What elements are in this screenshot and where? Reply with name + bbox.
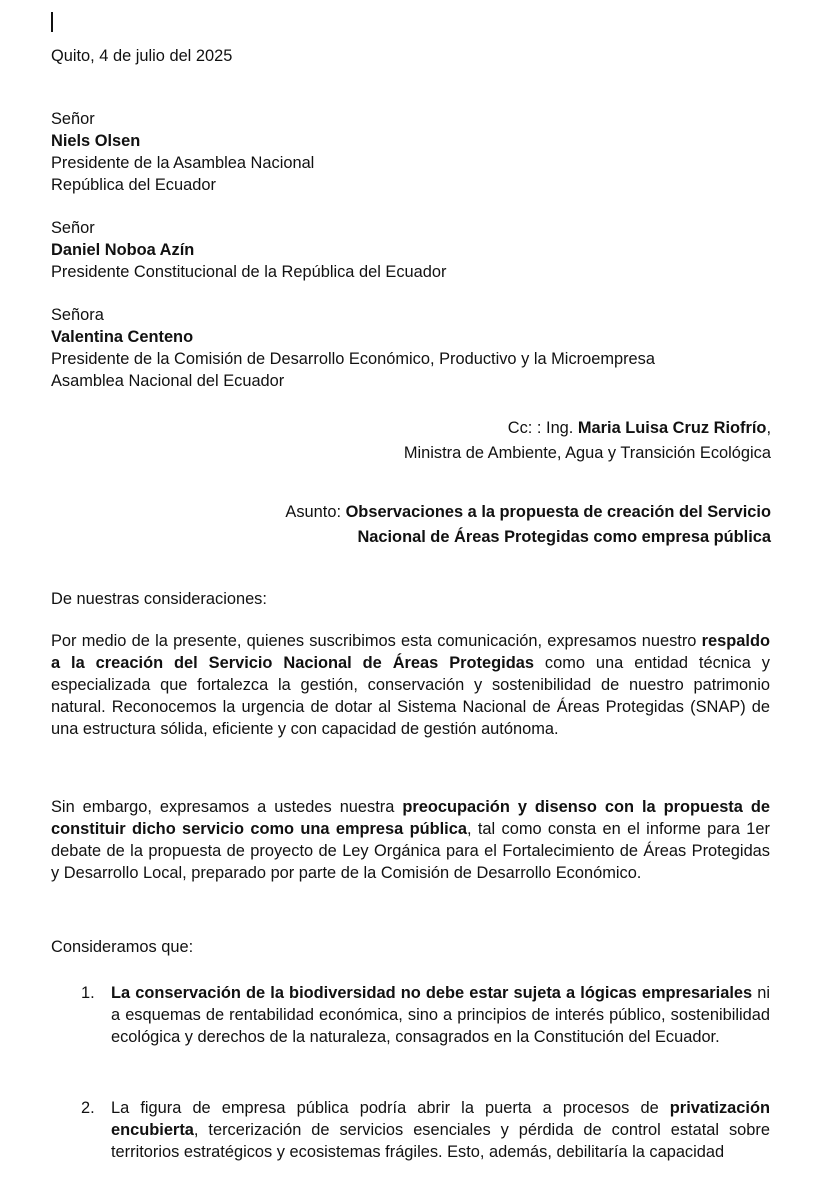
recipient-2 <box>51 217 446 283</box>
list-item-number: 2. <box>81 1099 95 1117</box>
list-item-rest: , tercerización de servicios esenciales y pérdida de control estatal sobre territorios estratégicos y ecosistemas frágiles. Esto, además, debilitaría la capacidad <box>111 1121 770 1161</box>
cc-prefix: Cc: : Ing. <box>507 419 578 437</box>
recipient-salutation: Señor <box>51 219 95 237</box>
cc-name: Maria Luisa Cruz Riofrío <box>577 419 767 437</box>
paragraph-concern <box>51 796 770 884</box>
cc-suffix: , <box>766 419 771 437</box>
paragraph-text: Por medio de la presente, quienes suscribimos esta comunicación, expresamos nuestro <box>51 632 702 650</box>
subject-label: Asunto: <box>285 503 346 521</box>
recipient-line: Asamblea Nacional del Ecuador <box>51 372 285 390</box>
list-item-number: 1. <box>81 984 95 1002</box>
recipient-line: Presidente Constitucional de la República del Ecuador <box>51 263 447 281</box>
recipient-salutation: Señora <box>51 306 104 324</box>
list-item-text <box>111 1097 770 1163</box>
recipient-salutation: Señor <box>51 110 95 128</box>
list-item-lead: La figura de empresa pública podría abrir la puerta a procesos de <box>111 1099 670 1117</box>
recipient-1 <box>51 108 314 196</box>
text-cursor <box>51 12 53 32</box>
list-item-bold: privatización encubierta <box>111 1099 770 1139</box>
recipient-name: Valentina Centeno <box>51 328 194 346</box>
list-item-bold: La conservación de la biodiversidad no debe estar sujeta a lógicas empresariales <box>111 984 753 1002</box>
recipient-line: Presidente de la Comisión de Desarrollo Económico, Productivo y la Microempresa <box>51 350 655 368</box>
paragraph-support <box>51 630 770 740</box>
paragraph-bold: preocupación y disenso con la propuesta de constituir dicho servicio como una empresa pública <box>51 798 770 838</box>
recipient-name: Daniel Noboa Azín <box>51 241 195 259</box>
paragraph-text: , tal como consta en el informe para 1er debate de la propuesta de proyecto de Ley Orgánica para el Fortalecimiento de Áreas Protegidas y Desarrollo Local, preparado por parte de la Comisión de Desarrollo Económico. <box>51 820 770 882</box>
letter-date: Quito, 4 de julio del 2025 <box>51 47 233 65</box>
recipient-line: Presidente de la Asamblea Nacional <box>51 154 315 172</box>
list-item <box>81 982 770 1048</box>
cc-block <box>404 416 771 466</box>
paragraph-text: Sin embargo, expresamos a ustedes nuestra <box>51 798 403 816</box>
cc-title: Ministra de Ambiente, Agua y Transición Ecológica <box>403 444 771 462</box>
recipient-line: República del Ecuador <box>51 176 216 194</box>
cc-line <box>404 416 771 441</box>
subject-text-2: Nacional de Áreas Protegidas como empresa pública <box>357 528 771 546</box>
subject-line-1 <box>285 500 771 525</box>
list-item-text <box>111 982 770 1048</box>
recipient-3 <box>51 304 655 392</box>
subject-block <box>285 500 771 550</box>
list-item-rest: ni a esquemas de rentabilidad económica, sino a principios de interés público, sostenibilidad ecológica y derechos de la naturaleza, consagrados en la Constitución del Ecuador. <box>111 984 770 1046</box>
paragraph-bold: respaldo a la creación del Servicio Nacional de Áreas Protegidas <box>51 632 770 672</box>
recipient-name: Niels Olsen <box>51 132 141 150</box>
considerations-intro: Consideramos que: <box>51 938 194 956</box>
paragraph-text: como una entidad técnica y especializada que fortalezca la gestión, conservación y sostenibilidad de nuestro patrimonio natural. Reconocemos la urgencia de dotar al Sistema Nacional de Áreas Protegidas (SNAP) de una estructura sólida, eficiente y con capacidad de gestión autónoma. <box>51 654 770 738</box>
subject-text-1: Observaciones a la propuesta de creación del Servicio <box>345 503 771 521</box>
greeting: De nuestras consideraciones: <box>51 590 267 608</box>
list-item <box>81 1097 770 1163</box>
